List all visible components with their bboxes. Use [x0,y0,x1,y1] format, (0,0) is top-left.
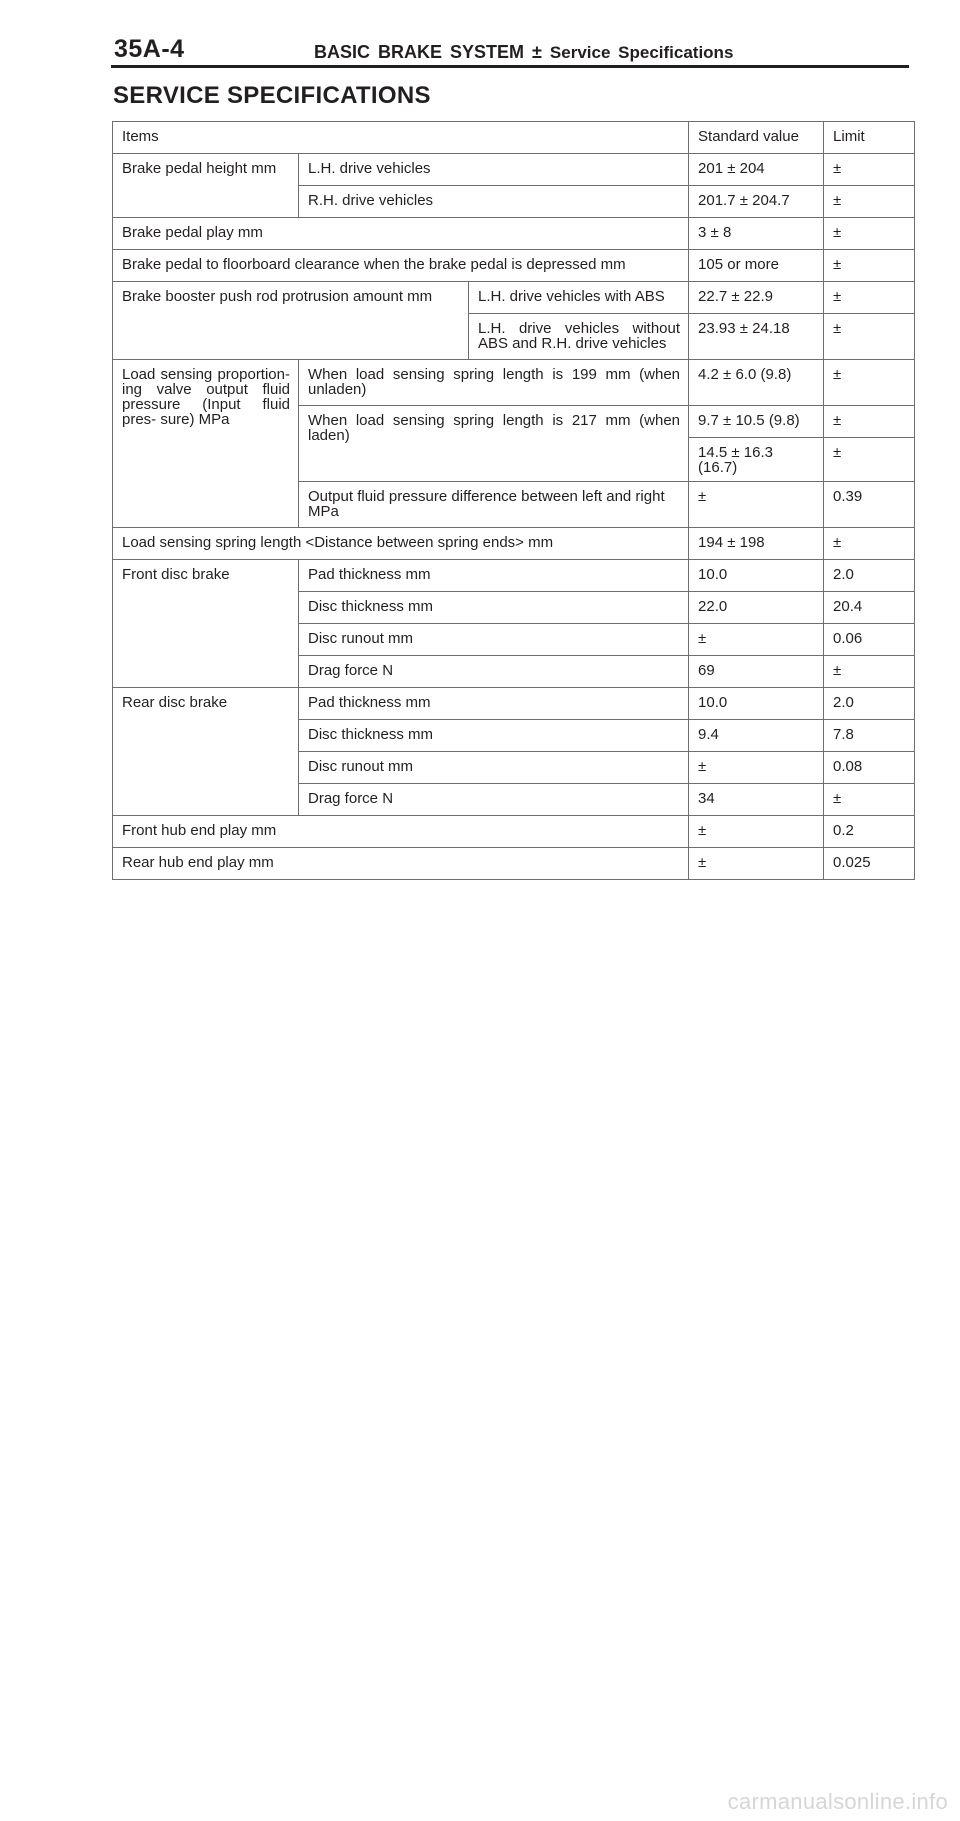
header-items: Items [113,122,689,154]
table-row [113,848,915,880]
table-row [113,250,915,282]
page-header [111,33,909,67]
limit-value: 0.025 [824,848,915,880]
standard-value: 201 ± 204 [689,154,824,186]
limit-value: ± [824,218,915,250]
condition-label: L.H. drive vehicles [299,154,689,186]
condition-label: Disc thickness mm [299,592,689,624]
table-row [113,528,915,560]
standard-value: 23.93 ± 24.18 [689,314,824,360]
limit-value: ± [824,186,915,218]
condition-label: Disc runout mm [299,752,689,784]
limit-value: 20.4 [824,592,915,624]
specifications-table [112,121,915,880]
standard-value: 9.7 ± 10.5 (9.8) [689,406,824,438]
standard-value: ± [689,482,824,528]
table-row [113,816,915,848]
table-row [113,360,915,406]
limit-value: 2.0 [824,688,915,720]
limit-value: ± [824,528,915,560]
item-label: Front hub end play mm [113,816,689,848]
standard-value: 10.0 [689,688,824,720]
page-number: 35A-4 [114,35,185,63]
condition-label: Drag force N [299,656,689,688]
table-row [113,154,915,186]
header-rule [111,65,909,68]
condition-label: Disc runout mm [299,624,689,656]
condition-label: When load sensing spring length is 199 mm (when unladen) [299,360,689,406]
standard-value: ± [689,848,824,880]
limit-value: 0.2 [824,816,915,848]
standard-value: 105 or more [689,250,824,282]
standard-value: 9.4 [689,720,824,752]
limit-value: 0.06 [824,624,915,656]
standard-value: 34 [689,784,824,816]
condition-label: When load sensing spring length is 217 mm (when laden) [299,406,689,482]
item-label: Rear disc brake [113,688,299,816]
limit-value: ± [824,656,915,688]
table-row [113,560,915,592]
standard-value: ± [689,752,824,784]
item-label: Load sensing proportion- ing valve output fluid pressure (Input fluid pres- sure) MPa [113,360,299,528]
item-label: Load sensing spring length <Distance between spring ends> mm [113,528,689,560]
limit-value: ± [824,784,915,816]
condition-label: Output fluid pressure difference between left and right MPa [299,482,689,528]
condition-label: L.H. drive vehicles with ABS [469,282,689,314]
limit-value: 7.8 [824,720,915,752]
condition-label: Pad thickness mm [299,688,689,720]
item-label: Brake pedal play mm [113,218,689,250]
table-row [113,218,915,250]
limit-value: 0.39 [824,482,915,528]
section-title: SERVICE SPECIFICATIONS [113,82,431,109]
standard-value: 194 ± 198 [689,528,824,560]
table-header-row [113,122,915,154]
standard-value: 69 [689,656,824,688]
standard-value: 14.5 ± 16.3 (16.7) [689,438,824,482]
condition-label: Drag force N [299,784,689,816]
table-row [113,282,915,314]
limit-value: ± [824,154,915,186]
standard-value: ± [689,624,824,656]
header-title [314,42,733,63]
standard-value: 4.2 ± 6.0 (9.8) [689,360,824,406]
header-system-title: BASIC BRAKE SYSTEM ± [314,42,542,62]
limit-value: ± [824,282,915,314]
footer-watermark: carmanualsonline.info [727,1789,948,1814]
item-label: Rear hub end play mm [113,848,689,880]
standard-value: 22.7 ± 22.9 [689,282,824,314]
limit-value: 2.0 [824,560,915,592]
standard-value: 10.0 [689,560,824,592]
limit-value: ± [824,360,915,406]
condition-label: Pad thickness mm [299,560,689,592]
item-label: Brake pedal height mm [113,154,299,218]
condition-label: R.H. drive vehicles [299,186,689,218]
table-row [113,688,915,720]
limit-value: 0.08 [824,752,915,784]
limit-value: ± [824,314,915,360]
item-label: Brake pedal to floorboard clearance when the brake pedal is depressed mm [113,250,689,282]
item-label: Front disc brake [113,560,299,688]
standard-value: ± [689,816,824,848]
condition-label: L.H. drive vehicles without ABS and R.H. drive vehicles [469,314,689,360]
header-limit: Limit [824,122,915,154]
item-label: Brake booster push rod protrusion amount mm [113,282,469,360]
condition-label: Disc thickness mm [299,720,689,752]
limit-value: ± [824,250,915,282]
standard-value: 22.0 [689,592,824,624]
header-subtitle: Service Specifications [549,43,734,62]
standard-value: 3 ± 8 [689,218,824,250]
limit-value: ± [824,406,915,438]
standard-value: 201.7 ± 204.7 [689,186,824,218]
header-standard-value: Standard value [689,122,824,154]
limit-value: ± [824,438,915,482]
